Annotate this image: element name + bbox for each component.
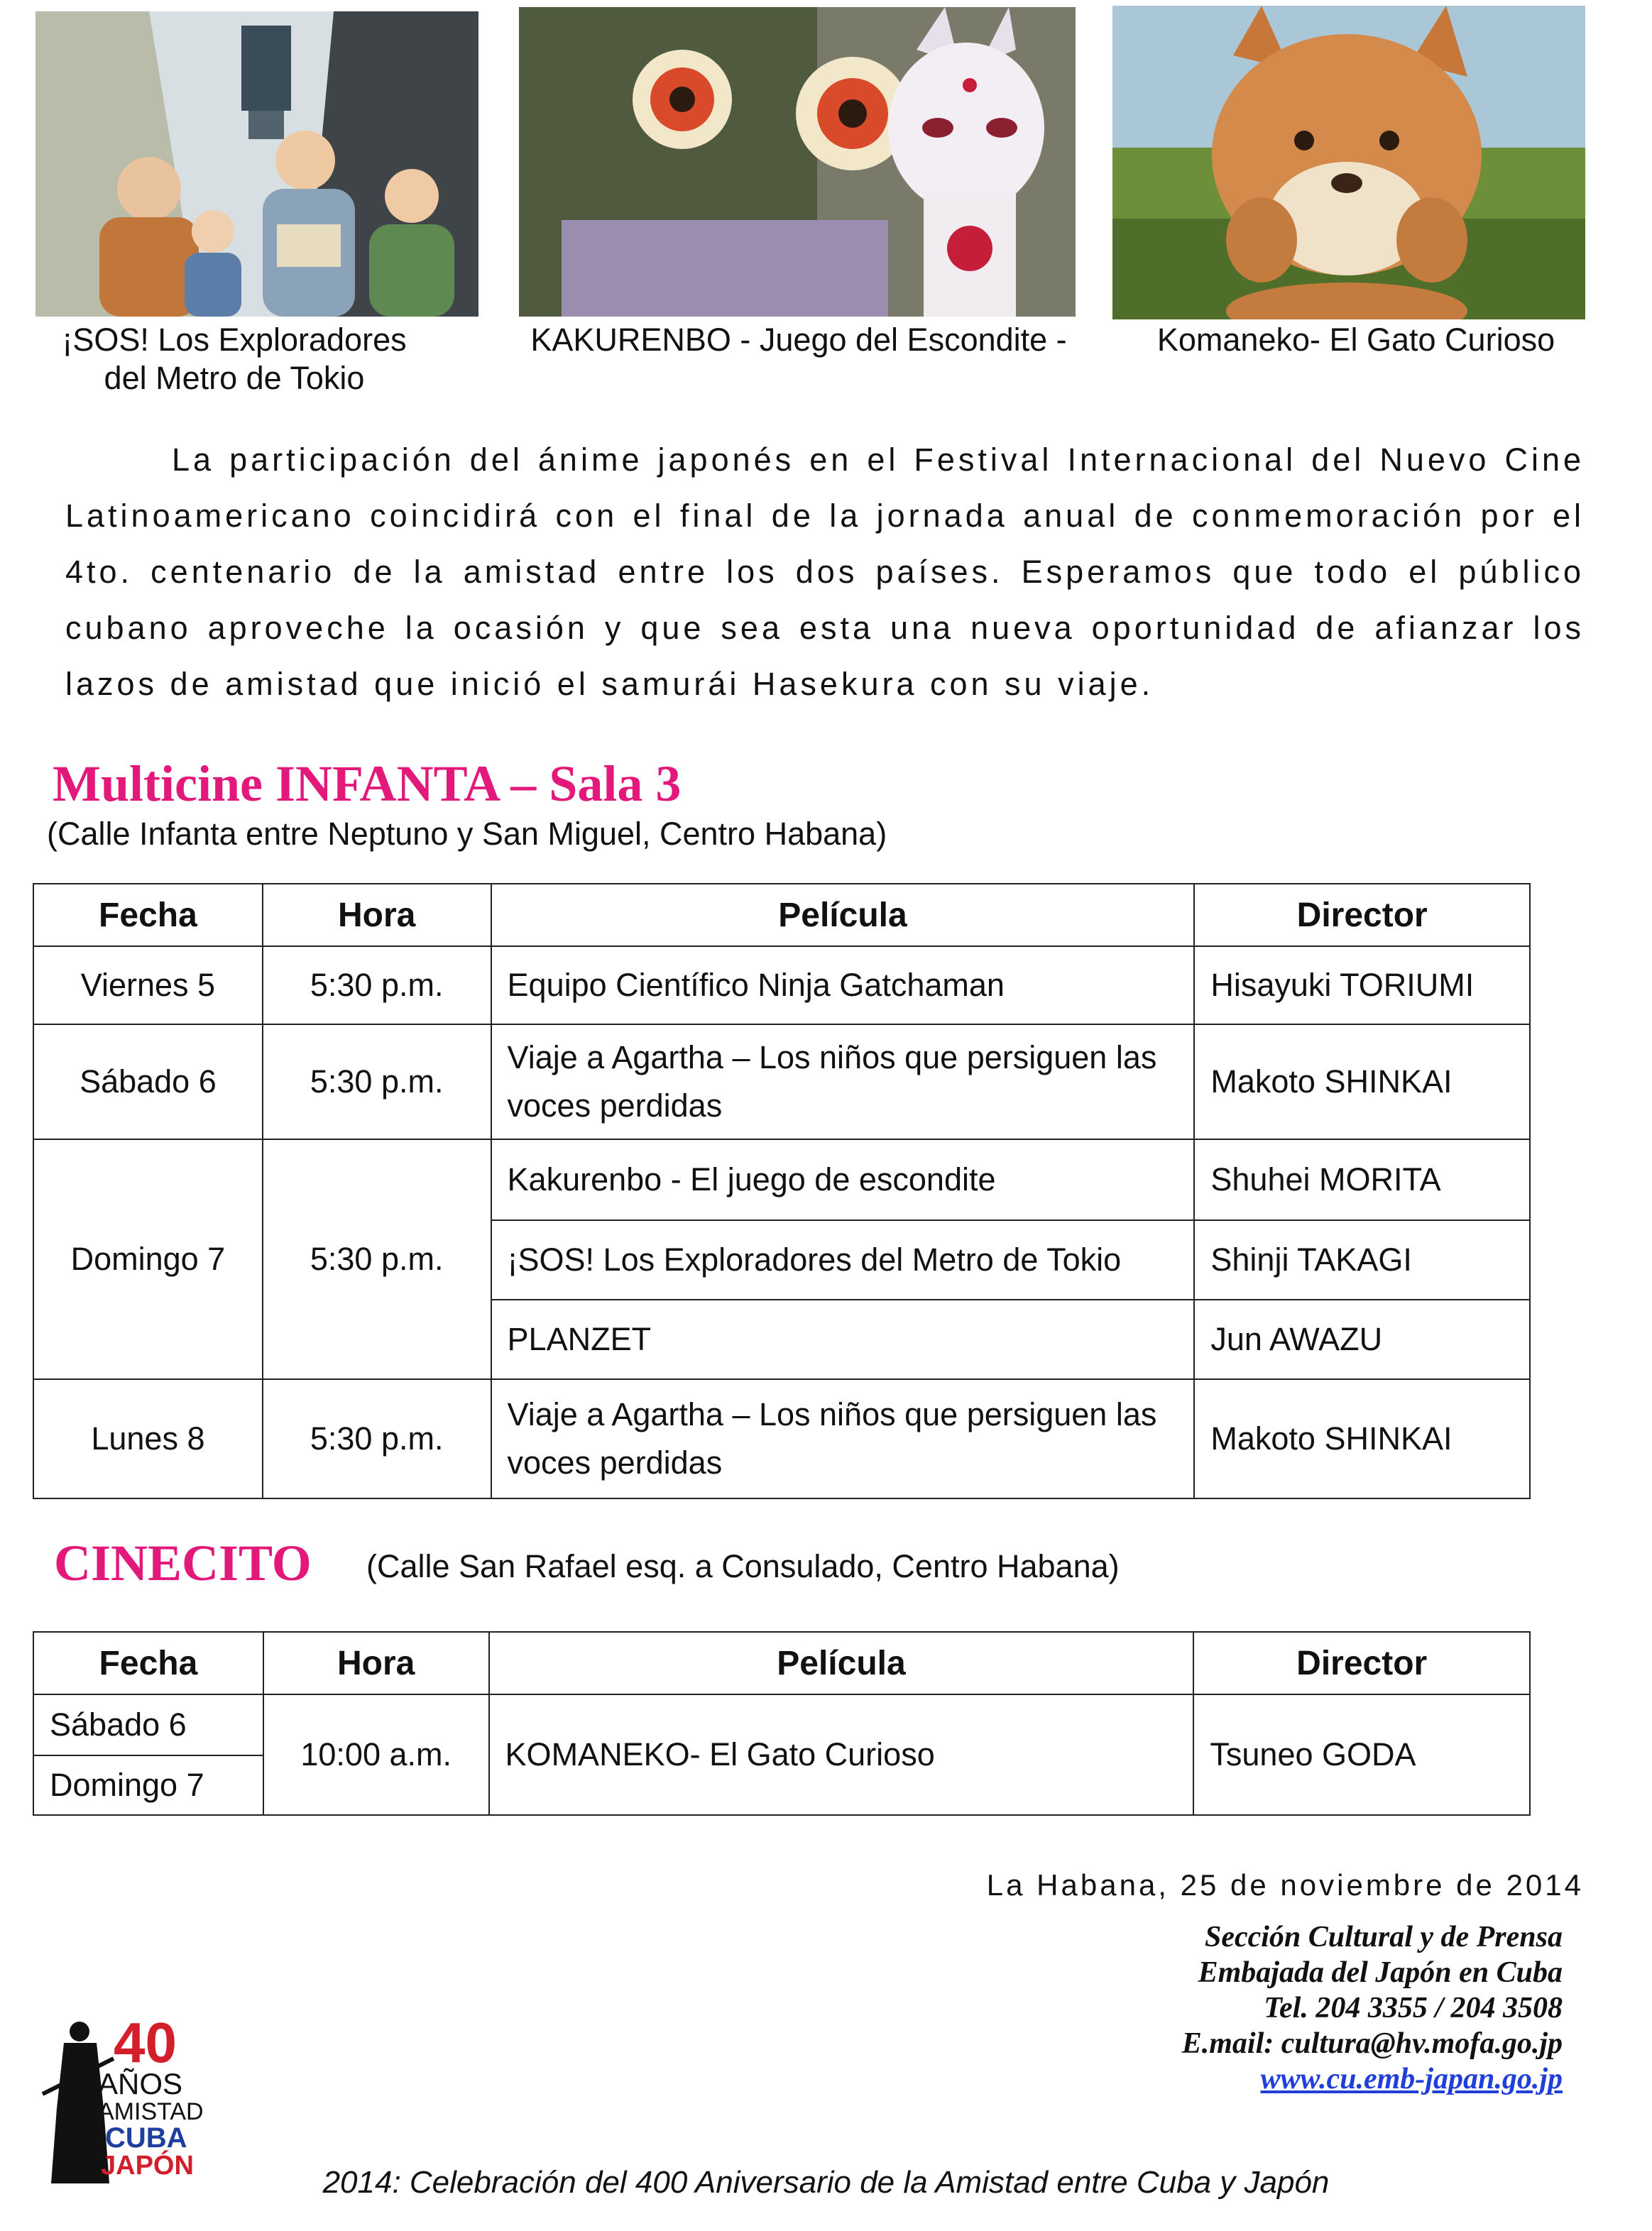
header-fecha: Fecha (33, 884, 263, 946)
fecha-cell: Domingo 7 (33, 1139, 263, 1379)
table-header-row (33, 884, 1530, 946)
signature-email: E.mail: cultura@hv.mofa.go.jp (1181, 2027, 1563, 2060)
logo-word-cuba: CUBA (105, 2122, 187, 2154)
header-pelicula: Película (491, 884, 1195, 946)
table-row (33, 1139, 1530, 1220)
venue2-address: (Calle San Rafael esq. a Consulado, Centro Habana) (366, 1548, 1120, 1584)
logo-word-anos: AÑOS (98, 2067, 183, 2100)
still-caption-kakurenbo: KAKURENBO - Juego del Escondite - (530, 322, 1067, 358)
intro-paragraph: La participación del ánime japonés en el Festival Internacional del Nuevo Cine Latinoamericano coincidirá con el final de la jornada anual de conmemoración por el 4to. centenario de la amistad entre los dos países. Esperamos que todo el público cubano aproveche la ocasión y que sea esta una nueva oportunidad de afianzar los lazos de amistad que inició el samurái Hasekura con su viaje. (65, 442, 1585, 702)
venue1-title: Multicine INFANTA – Sala 3 (53, 755, 682, 812)
header-director: Director (1194, 884, 1530, 946)
logo-word-amistad: AMISTAD (98, 2098, 204, 2125)
header-pelicula: Película (489, 1632, 1194, 1694)
komaneko-cat-image (1112, 6, 1585, 319)
pelicula-cell: Viaje a Agartha – Los niños que persiguen las voces perdidas (491, 1024, 1195, 1139)
fecha-cell: Lunes 8 (33, 1379, 263, 1498)
header-fecha: Fecha (33, 1632, 263, 1694)
hora-cell: 5:30 p.m. (263, 946, 491, 1024)
venue1-address: (Calle Infanta entre Neptuno y San Miguel, Centro Habana) (47, 816, 887, 852)
pelicula-cell: Viaje a Agartha – Los niños que persiguen las voces perdidas (491, 1379, 1195, 1498)
logo-number: 40 (114, 2011, 177, 2074)
director-cell: Shinji TAKAGI (1194, 1220, 1530, 1300)
signature-line: Embajada del Japón en Cuba (1198, 1956, 1563, 1989)
still-subway-explorers (35, 11, 478, 317)
venue2-schedule-table (33, 1631, 1531, 1816)
fecha-cell: Sábado 6 (33, 1024, 263, 1139)
subway-explorers-image (35, 11, 478, 317)
still-caption-subway: ¡SOS! Los Exploradores del Metro de Tokio (62, 322, 407, 396)
header-hora: Hora (263, 884, 491, 946)
hora-cell: 5:30 p.m. (263, 1379, 491, 1498)
venue2-title: CINECITO (54, 1535, 312, 1591)
pelicula-cell: PLANZET (491, 1300, 1195, 1379)
table-row (33, 1379, 1530, 1498)
director-cell: Shuhei MORITA (1194, 1139, 1530, 1220)
hora-cell: 10:00 a.m. (263, 1694, 489, 1815)
pelicula-cell: ¡SOS! Los Exploradores del Metro de Tokio (491, 1220, 1195, 1300)
signature-line: Tel. 204 3355 / 204 3508 (1264, 1992, 1563, 2024)
dateline: La Habana, 25 de noviembre de 2014 (986, 1868, 1584, 1902)
pelicula-cell: KOMANEKO- El Gato Curioso (489, 1694, 1194, 1815)
header-director: Director (1193, 1632, 1530, 1694)
table-row (33, 1024, 1530, 1139)
still-kakurenbo (519, 7, 1076, 317)
header-hora: Hora (263, 1632, 489, 1694)
logo-word-japon: JAPÓN (101, 2151, 194, 2181)
website-link[interactable]: www.cu.emb-japan.go.jp (1260, 2063, 1563, 2095)
pelicula-cell: Equipo Científico Ninja Gatchaman (491, 946, 1195, 1024)
table-row (33, 946, 1530, 1024)
director-cell: Hisayuki TORIUMI (1194, 946, 1530, 1024)
director-cell: Tsuneo GODA (1193, 1694, 1530, 1815)
still-komaneko (1112, 6, 1585, 319)
fecha-cell: Sábado 6 (33, 1694, 263, 1755)
fecha-cell: Domingo 7 (33, 1755, 263, 1815)
anniversary-logo (35, 2011, 206, 2186)
director-cell: Makoto SHINKAI (1194, 1379, 1530, 1498)
hora-cell: 5:30 p.m. (263, 1024, 491, 1139)
still-caption-komaneko: Komaneko- El Gato Curioso (1156, 322, 1555, 358)
table-header-row (33, 1632, 1530, 1694)
footer-celebration: 2014: Celebración del 400 Aniversario de la Amistad entre Cuba y Japón (322, 2165, 1330, 2200)
fecha-cell: Viernes 5 (33, 946, 263, 1024)
hora-cell: 5:30 p.m. (263, 1139, 491, 1379)
signature-block (1182, 1919, 1563, 2097)
signature-line: Sección Cultural y de Prensa (1204, 1921, 1563, 1953)
director-cell: Jun AWAZU (1194, 1300, 1530, 1379)
table-row (33, 1694, 1530, 1755)
pelicula-cell: Kakurenbo - El juego de escondite (491, 1139, 1195, 1220)
venue1-schedule-table (33, 883, 1531, 1499)
kakurenbo-mask-image (519, 7, 1076, 317)
director-cell: Makoto SHINKAI (1194, 1024, 1530, 1139)
